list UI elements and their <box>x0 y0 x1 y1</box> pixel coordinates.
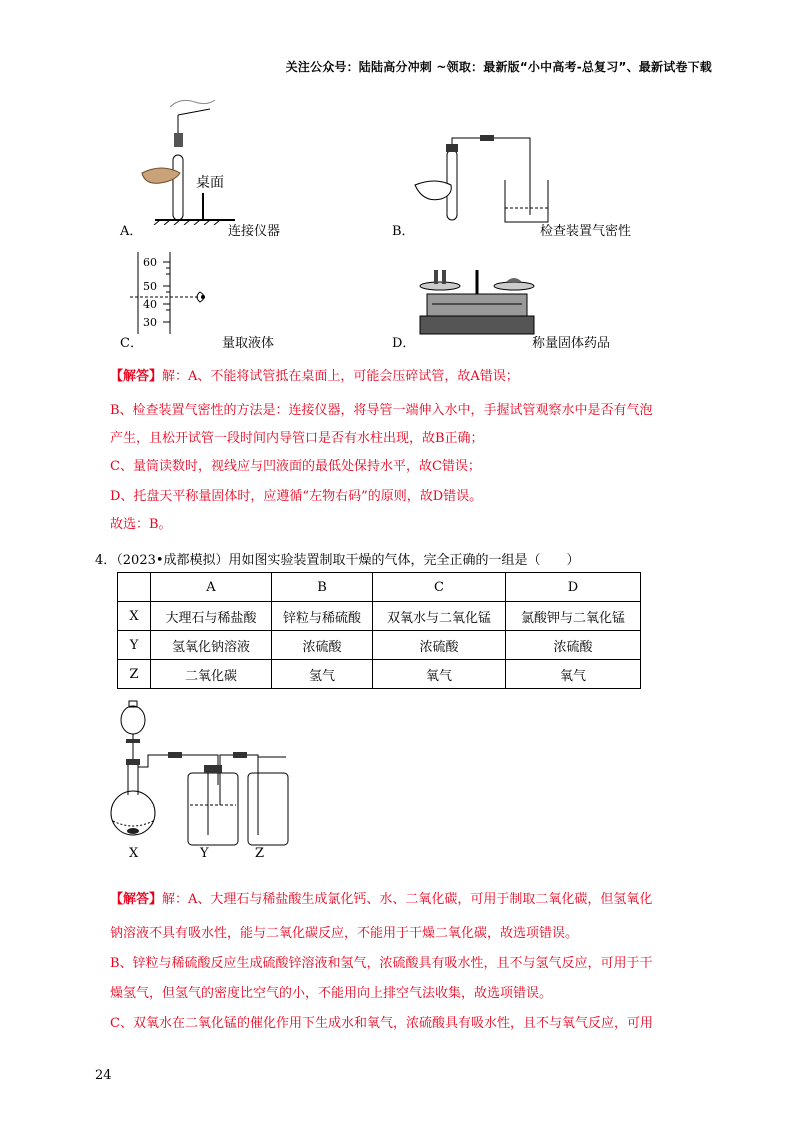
answer-line: 产生，且松开试管一段时间内导管口是否有水柱出现，故B正确； <box>110 431 484 446</box>
option-c-letter: C． <box>120 336 143 351</box>
answer-line: B、检查装置气密性的方法是：连接仪器，将导管一端伸入水中，手握试管观察水中是否有气泡 <box>110 403 653 418</box>
answer-line: 钠溶液不具有吸水性，能与二氧化碳反应，不能用于干燥二氧化碳，故选项错误。 <box>110 926 579 941</box>
answer-line: C、双氧水在二氧化锰的催化作用下生成水和氧气，浓硫酸具有吸水性，且不与氧气反应，可用 <box>110 1016 653 1031</box>
option-d-letter: D． <box>392 336 416 351</box>
table-cell: 浓硫酸 <box>373 631 506 660</box>
figure-a-illustration <box>140 95 240 225</box>
answer-line: 燥氢气，但氢气的密度比空气的小，不能用向上排空气法收集，故选项错误。 <box>110 986 553 1001</box>
option-d-caption: 称量固体药品 <box>532 336 611 351</box>
table-cell <box>118 573 151 602</box>
table-cell: B <box>272 573 373 602</box>
table-cell: Z <box>118 660 151 689</box>
answer-line: C、量筒读数时，视线应与凹液面的最低处保持水平，故C错误； <box>110 459 481 474</box>
table-row <box>118 631 641 660</box>
table-cell: D <box>506 573 641 602</box>
table-cell: 锌粒与稀硫酸 <box>272 602 373 631</box>
table-cell: 氧气 <box>506 660 641 689</box>
question-4: 4．（2023•成都模拟）用如图实验装置制取干燥的气体，完全正确的一组是（ ） <box>95 553 580 568</box>
table-cell: 氢氧化钠溶液 <box>151 631 272 660</box>
table-cell: 浓硫酸 <box>506 631 641 660</box>
table-row <box>118 660 641 689</box>
table-cell: Y <box>118 631 151 660</box>
table-cell: X <box>118 602 151 631</box>
option-b-caption: 检查装置气密性 <box>540 224 632 239</box>
apparatus-label-x: X <box>129 846 139 861</box>
tick-label-50: 50 <box>143 280 157 293</box>
apparatus-illustration <box>108 695 298 855</box>
tick-label-40: 40 <box>143 298 157 311</box>
page-number: 24 <box>95 1068 112 1083</box>
table-cell: 双氧水与二氧化锰 <box>373 602 506 631</box>
reagent-table <box>117 572 641 689</box>
answer-line: 故选：B。 <box>110 517 172 532</box>
answer-tag: 【解答】 <box>110 369 163 384</box>
option-a-letter: A． <box>120 224 143 239</box>
answer-line: 【解答】解：A、大理石与稀盐酸生成氯化钙、水、二氧化碳，可用于制取二氧化碳，但氢氧化 <box>110 892 653 907</box>
table-cell: 氯酸钾与二氧化锰 <box>506 602 641 631</box>
figure-d-illustration <box>412 258 542 338</box>
table-cell: 大理石与稀盐酸 <box>151 602 272 631</box>
table-header-row <box>118 573 641 602</box>
desk-label: 桌面 <box>196 175 224 191</box>
option-b-letter: B． <box>392 224 415 239</box>
table-cell: 氧气 <box>373 660 506 689</box>
table-cell: 浓硫酸 <box>272 631 373 660</box>
page-header: 关注公众号：陆陆高分冲刺 ~领取：最新版“小中高考-总复习”、最新试卷下载 <box>285 60 712 74</box>
answer-tag: 【解答】 <box>110 892 163 907</box>
table-cell: A <box>151 573 272 602</box>
tick-label-30: 30 <box>143 316 157 329</box>
option-c-caption: 量取液体 <box>222 336 275 351</box>
answer-line: B、锌粒与稀硫酸反应生成硫酸锌溶液和氢气，浓硫酸具有吸水性，且不与氢气反应，可用于干 <box>110 956 653 971</box>
apparatus-label-y: Y <box>200 846 209 861</box>
table-cell: 氢气 <box>272 660 373 689</box>
table-cell: C <box>373 573 506 602</box>
answer-line: D、托盘天平称量固体时，应遵循“左物右码”的原则，故D错误。 <box>110 489 483 504</box>
table-row <box>118 602 641 631</box>
answer-line: 【解答】解：A、不能将试管抵在桌面上，可能会压碎试管，故A错误； <box>110 369 519 384</box>
table-cell: 二氧化碳 <box>151 660 272 689</box>
figure-b-illustration <box>410 130 550 230</box>
option-a-caption: 连接仪器 <box>228 224 281 239</box>
apparatus-label-z: Z <box>255 846 265 861</box>
tick-label-60: 60 <box>143 256 157 269</box>
